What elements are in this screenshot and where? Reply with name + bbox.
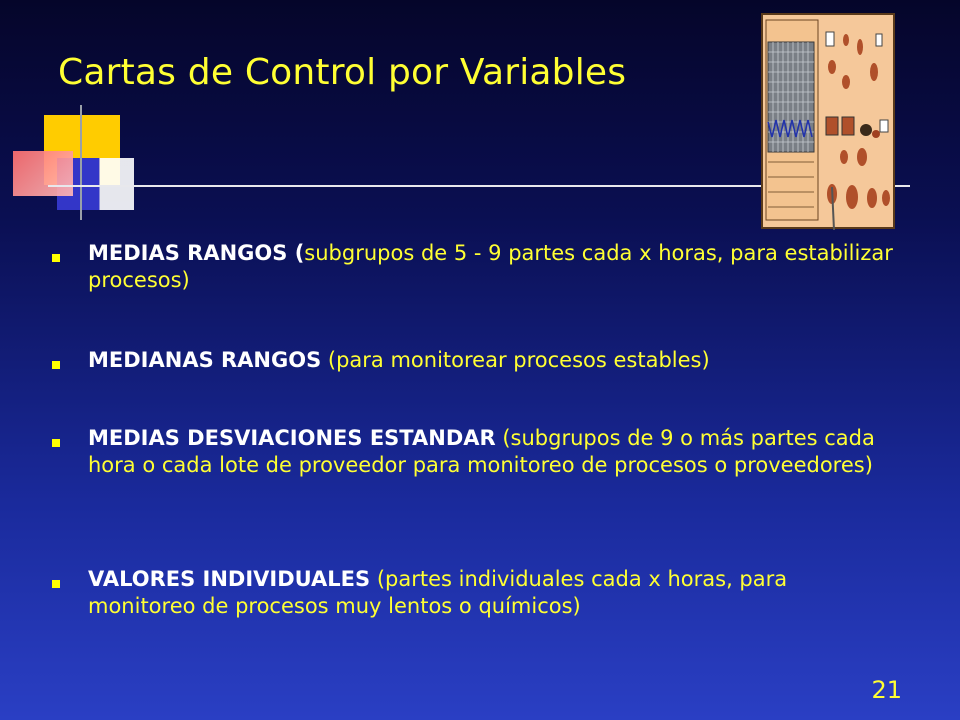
control-panel-icon [758,12,898,230]
list-item [46,566,896,620]
page-number: 21 [871,676,902,704]
bullet-detail: (para monitorear procesos estables) [321,348,710,372]
bullet-term: MEDIANAS RANGOS [88,348,322,372]
list-item [46,347,710,374]
red-square [13,151,73,196]
list-item [46,240,896,294]
bullet-detail: (partes individuales cada x horas, para monitoreo de procesos muy lentos o químicos) [88,567,788,618]
slide-title: Cartas de Control por Variables [58,52,627,93]
bullet-term: MEDIAS DESVIACIONES ESTANDAR [88,426,496,450]
list-item [46,425,896,479]
bullet-term: MEDIAS RANGOS ( [88,241,305,265]
bullet-detail: subgrupos de 5 - 9 partes cada x horas, para estabilizar procesos) [88,241,893,292]
bullet-term: VALORES INDIVIDUALES [88,567,371,591]
vertical-divider [80,105,82,220]
bullet-detail: (subgrupos de 9 o más partes cada hora o cada lote de proveedor para monitoreo de procesos o proveedores) [88,426,875,477]
